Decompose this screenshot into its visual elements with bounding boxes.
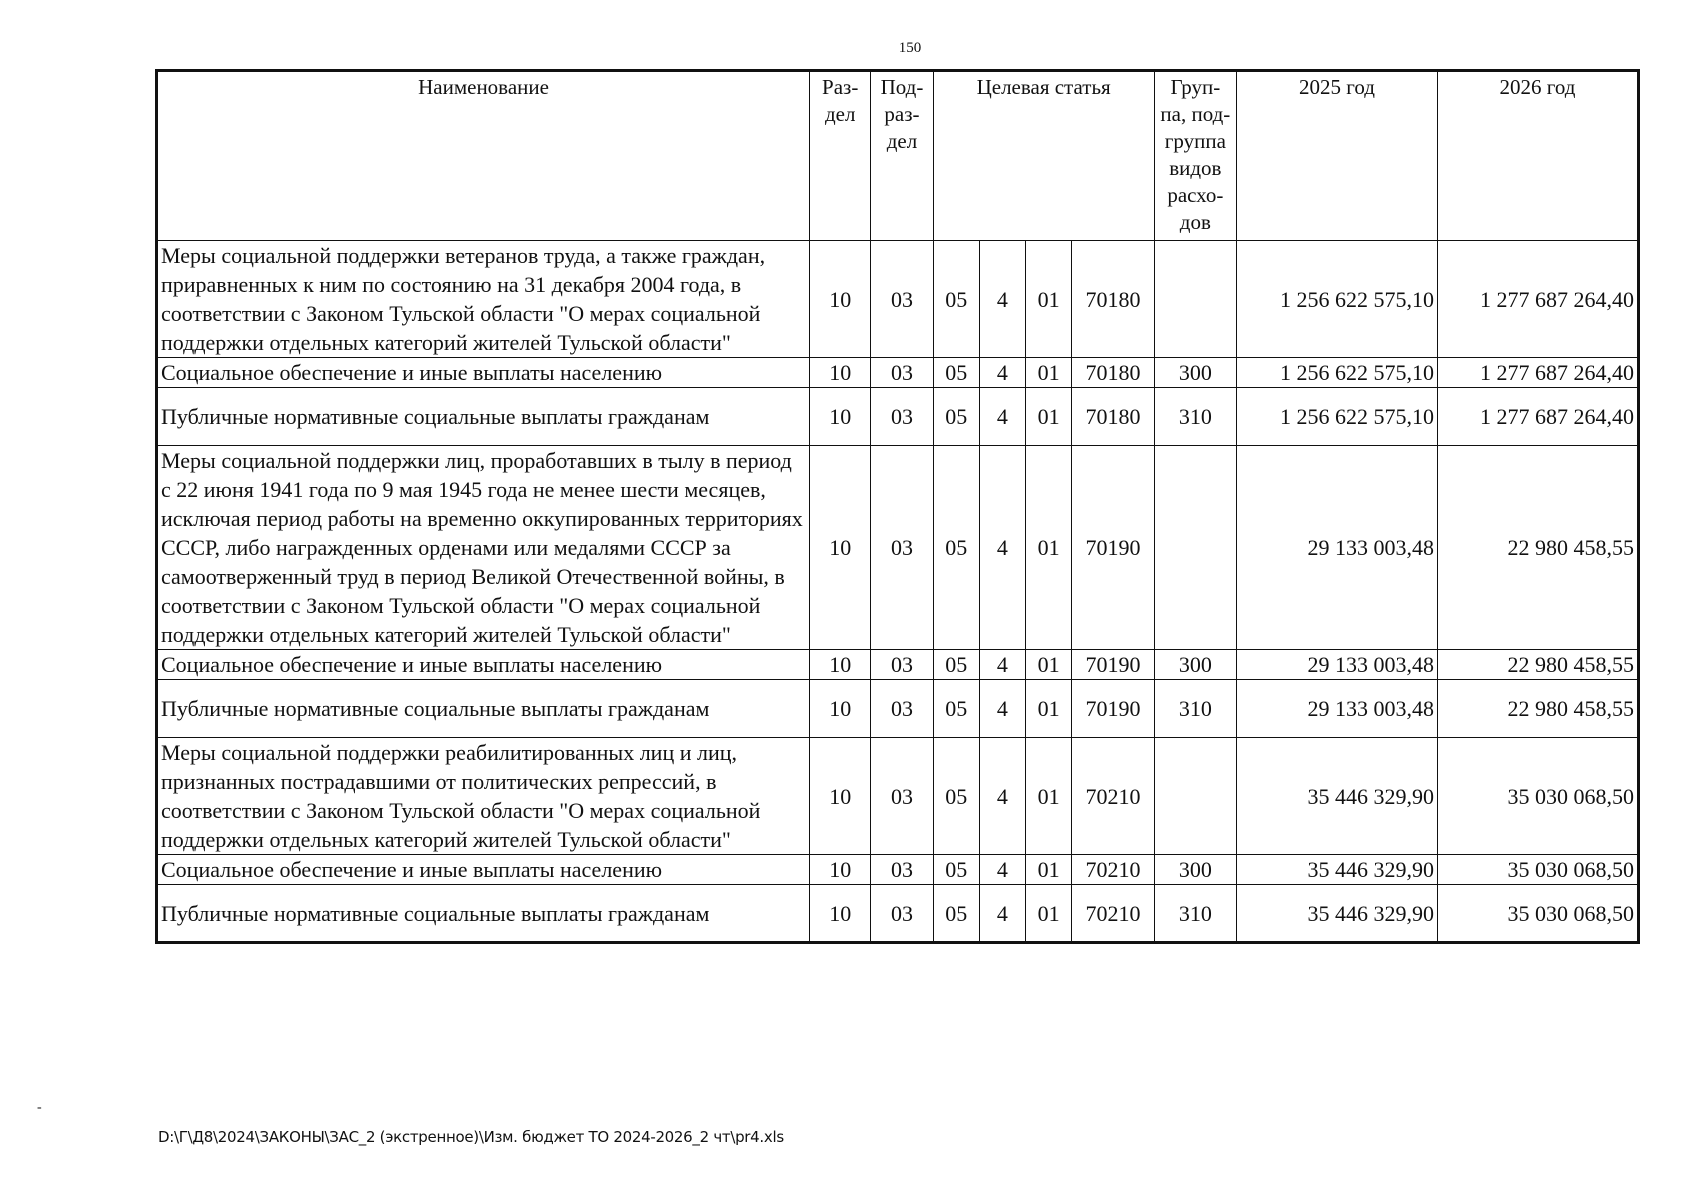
cell-target-1: 05 [933, 241, 979, 358]
cell-expense-group: 310 [1154, 388, 1236, 446]
cell-name: Меры социальной поддержки ветеранов труда, а также граждан, приравненных к ним по состоянию на 31 декабря 2004 года, в соответствии с Законом Тульской области "О мерах социальной поддержки отдельных категорий жителей Тульской области" [157, 241, 810, 358]
cell-target-4: 70210 [1072, 855, 1154, 885]
table-row [157, 358, 1639, 388]
cell-target-2: 4 [979, 388, 1025, 446]
cell-section: 10 [810, 738, 871, 855]
table-body [157, 241, 1639, 943]
cell-expense-group: 300 [1154, 650, 1236, 680]
cell-amount-2025: 29 133 003,48 [1237, 680, 1438, 738]
cell-name: Социальное обеспечение и иные выплаты населению [157, 650, 810, 680]
cell-amount-2025: 29 133 003,48 [1237, 446, 1438, 650]
table-row [157, 241, 1639, 358]
cell-target-3: 01 [1026, 738, 1072, 855]
table-row [157, 680, 1639, 738]
header-year-2026: 2026 год [1437, 71, 1638, 241]
cell-target-2: 4 [979, 241, 1025, 358]
cell-amount-2025: 35 446 329,90 [1237, 738, 1438, 855]
cell-amount-2026: 22 980 458,55 [1437, 446, 1638, 650]
cell-section: 10 [810, 885, 871, 943]
cell-amount-2026: 1 277 687 264,40 [1437, 358, 1638, 388]
cell-target-3: 01 [1026, 358, 1072, 388]
cell-section: 10 [810, 388, 871, 446]
cell-section: 10 [810, 650, 871, 680]
cell-amount-2025: 29 133 003,48 [1237, 650, 1438, 680]
header-year-2025: 2025 год [1237, 71, 1438, 241]
cell-subsection: 03 [871, 650, 933, 680]
cell-subsection: 03 [871, 358, 933, 388]
table-row [157, 446, 1639, 650]
cell-target-1: 05 [933, 738, 979, 855]
cell-target-1: 05 [933, 885, 979, 943]
cell-amount-2026: 22 980 458,55 [1437, 650, 1638, 680]
cell-amount-2025: 1 256 622 575,10 [1237, 388, 1438, 446]
cell-target-3: 01 [1026, 446, 1072, 650]
budget-table [155, 69, 1640, 944]
cell-name: Публичные нормативные социальные выплаты гражданам [157, 885, 810, 943]
cell-target-4: 70190 [1072, 446, 1154, 650]
table-row [157, 885, 1639, 943]
cell-name: Публичные нормативные социальные выплаты гражданам [157, 680, 810, 738]
cell-target-3: 01 [1026, 650, 1072, 680]
cell-section: 10 [810, 680, 871, 738]
cell-target-1: 05 [933, 855, 979, 885]
cell-target-1: 05 [933, 650, 979, 680]
cell-target-3: 01 [1026, 241, 1072, 358]
cell-amount-2025: 1 256 622 575,10 [1237, 358, 1438, 388]
cell-target-4: 70210 [1072, 885, 1154, 943]
cell-expense-group [1154, 446, 1236, 650]
cell-amount-2025: 35 446 329,90 [1237, 885, 1438, 943]
cell-target-2: 4 [979, 855, 1025, 885]
header-section: Раз- дел [810, 71, 871, 241]
cell-target-1: 05 [933, 388, 979, 446]
cell-amount-2026: 35 030 068,50 [1437, 885, 1638, 943]
table-row [157, 388, 1639, 446]
cell-expense-group: 300 [1154, 855, 1236, 885]
cell-target-2: 4 [979, 358, 1025, 388]
cell-target-4: 70180 [1072, 241, 1154, 358]
cell-target-2: 4 [979, 650, 1025, 680]
cell-target-3: 01 [1026, 855, 1072, 885]
cell-target-2: 4 [979, 680, 1025, 738]
cell-subsection: 03 [871, 855, 933, 885]
cell-target-2: 4 [979, 885, 1025, 943]
cell-target-2: 4 [979, 738, 1025, 855]
cell-target-3: 01 [1026, 885, 1072, 943]
cell-target-4: 70210 [1072, 738, 1154, 855]
cell-amount-2025: 35 446 329,90 [1237, 855, 1438, 885]
cell-subsection: 03 [871, 680, 933, 738]
cell-amount-2026: 35 030 068,50 [1437, 855, 1638, 885]
cell-section: 10 [810, 855, 871, 885]
cell-expense-group: 300 [1154, 358, 1236, 388]
cell-expense-group [1154, 738, 1236, 855]
footer-dash: - [37, 1100, 42, 1115]
cell-subsection: 03 [871, 446, 933, 650]
header-expense-group: Груп- па, под- группа видов расхо- дов [1154, 71, 1236, 241]
cell-subsection: 03 [871, 388, 933, 446]
cell-target-4: 70190 [1072, 650, 1154, 680]
cell-name: Социальное обеспечение и иные выплаты населению [157, 358, 810, 388]
cell-expense-group: 310 [1154, 885, 1236, 943]
header-name: Наименование [157, 71, 810, 241]
cell-amount-2025: 1 256 622 575,10 [1237, 241, 1438, 358]
cell-amount-2026: 22 980 458,55 [1437, 680, 1638, 738]
cell-section: 10 [810, 358, 871, 388]
header-subsection: Под- раз- дел [871, 71, 933, 241]
cell-amount-2026: 1 277 687 264,40 [1437, 388, 1638, 446]
cell-target-1: 05 [933, 358, 979, 388]
cell-amount-2026: 35 030 068,50 [1437, 738, 1638, 855]
page-number: 150 [898, 40, 922, 56]
table-row [157, 650, 1639, 680]
cell-target-1: 05 [933, 680, 979, 738]
cell-target-4: 70180 [1072, 388, 1154, 446]
cell-subsection: 03 [871, 241, 933, 358]
cell-name: Меры социальной поддержки реабилитированных лиц и лиц, признанных пострадавшими от политических репрессий, в соответствии с Законом Тульской области "О мерах социальной поддержки отдельных категорий жителей Тульской области" [157, 738, 810, 855]
table-row [157, 738, 1639, 855]
cell-target-4: 70180 [1072, 358, 1154, 388]
table-header-row [157, 71, 1639, 241]
cell-name: Меры социальной поддержки лиц, проработавших в тылу в период с 22 июня 1941 года по 9 мая 1945 года не менее шести месяцев, исключая период работы на временно оккупированных территориях СССР, либо награжденных орденами или медалями СССР за самоотверженный труд в период Великой Отечественной войны, в соответствии с Законом Тульской области "О мерах социальной поддержки отдельных категорий жителей Тульской области" [157, 446, 810, 650]
cell-subsection: 03 [871, 738, 933, 855]
cell-expense-group: 310 [1154, 680, 1236, 738]
cell-amount-2026: 1 277 687 264,40 [1437, 241, 1638, 358]
cell-target-1: 05 [933, 446, 979, 650]
cell-target-3: 01 [1026, 388, 1072, 446]
cell-target-3: 01 [1026, 680, 1072, 738]
footer-file-path: D:\Г\Д8\2024\ЗАКОНЫ\ЗАС_2 (экстренное)\Изм. бюджет ТО 2024-2026_2 чт\pr4.xls [158, 1128, 784, 1146]
table-row [157, 855, 1639, 885]
cell-section: 10 [810, 241, 871, 358]
cell-subsection: 03 [871, 885, 933, 943]
cell-name: Социальное обеспечение и иные выплаты населению [157, 855, 810, 885]
cell-name: Публичные нормативные социальные выплаты гражданам [157, 388, 810, 446]
header-target-article: Целевая статья [933, 71, 1154, 241]
cell-expense-group [1154, 241, 1236, 358]
cell-target-4: 70190 [1072, 680, 1154, 738]
cell-target-2: 4 [979, 446, 1025, 650]
cell-section: 10 [810, 446, 871, 650]
